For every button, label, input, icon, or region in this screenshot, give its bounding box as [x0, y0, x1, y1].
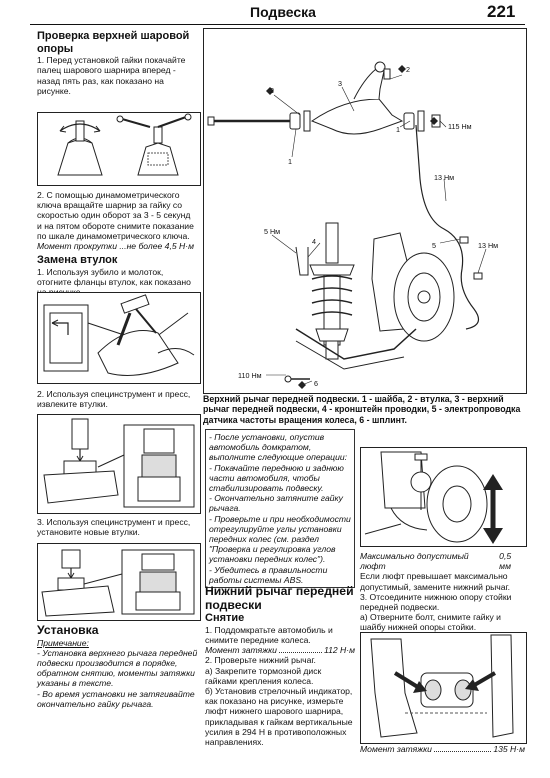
- section-title-bushings: Замена втулок: [37, 254, 118, 267]
- callout-2-left: 2: [270, 86, 274, 95]
- step-disconnect-strut: 3. Отсоедините нижнюю опору стойки передней подвески.: [360, 591, 512, 613]
- step-install-bushings: 3. Используя специнструмент и пресс, установите новые втулки.: [37, 517, 191, 538]
- section-after-install: [205, 429, 355, 588]
- spec-torque-135-label: Момент затяжки: [360, 744, 432, 754]
- spec-torque-135-block: [360, 744, 525, 754]
- after-install-intro: - После установки, опустив автомобиль домкратом, выполните следующие операции:: [209, 432, 348, 463]
- spec-torque-112: [205, 645, 355, 655]
- spec-torque-135-value: 135 Н·м: [493, 744, 525, 754]
- spec-max-play: [360, 551, 525, 571]
- running-header-title: Подвеска: [250, 4, 316, 20]
- spec-torque-135: [360, 744, 525, 754]
- subsection-title-removal: Снятие: [205, 612, 245, 625]
- press-install-drawing: [38, 544, 200, 620]
- spec-torque-112-value: 112 Н·м: [323, 645, 355, 656]
- callout-1-right: 1: [396, 125, 400, 134]
- spec-rotation-torque: Момент прокрутки ...не более 4,5 Н·м: [37, 241, 194, 252]
- strut-lower-mount-drawing: [361, 633, 526, 743]
- section-lower-arm: [205, 585, 355, 747]
- callout-6: 6: [314, 379, 318, 388]
- section-title-upper-balljoint: Проверка верхней шаровой опоры: [37, 30, 190, 55]
- upper-arm-exploded-drawing: [204, 29, 526, 393]
- section-title-lower-arm: Нижний рычаг передней подвески: [205, 584, 354, 612]
- step-remove-strut-bolt: а) Отверните болт, снимите гайку и шайбу нижней опоры стойки.: [360, 612, 501, 633]
- replace-lower-arm-note: Если люфт превышает максимально допустимый, замените нижний рычаг.: [360, 571, 511, 592]
- step-remove-bushings: 2. Используя специнструмент и пресс, извлеките втулки.: [37, 389, 191, 410]
- after-install-op3: - Проверьте и при необходимости отрегулируйте углы установки передних колес (см. раздел "Проверка и регулировка углов установки передних колес").: [209, 513, 351, 565]
- section-upper-balljoint: [37, 30, 197, 96]
- callout-5: 5: [432, 241, 436, 250]
- after-install-op4: - Убедитесь в правильности работы системы ABS.: [209, 564, 328, 585]
- after-install-op1: - Покачайте переднюю и заднюю части автомобиля, чтобы стабилизировать подвеску.: [209, 462, 344, 494]
- figure-press-install-bushings: [37, 543, 201, 621]
- note-no-final-tighten: - Во время установки не затягивайте окончательно гайку рычага.: [37, 688, 195, 709]
- step-measure-play: б) Установив стрелочный индикатор, как показано на рисунке, измерьте люфт нижнего шарового шарнира, прикладывая к гайкам вертикальные усилия в 294 Н в противоположных направлениях.: [205, 686, 353, 748]
- figure-chisel-flanges: [37, 292, 201, 384]
- section-installation: [37, 624, 199, 709]
- balljoint-rock-drawing: [38, 113, 200, 185]
- step-install-bushings-block: [37, 517, 197, 537]
- torque-label-13-upper: 13 Нм: [434, 173, 455, 182]
- torque-label-110: 110 Нм: [238, 371, 262, 380]
- torque-label-13-lower: 13 Нм: [478, 241, 499, 250]
- callout-1-left: 1: [288, 157, 292, 166]
- page-number: 221: [487, 2, 516, 21]
- spec-max-play-label: Максимально допустимый люфт: [360, 551, 469, 572]
- step-fix-brake-disc: а) Закрепите тормозной диск гайками крепления колеса.: [205, 665, 322, 686]
- step-jack-remove-wheels: 1. Поддомкратьте автомобиль и снимите передние колеса.: [205, 624, 333, 645]
- press-remove-drawing: [38, 415, 200, 513]
- torque-label-115: 115 Нм: [448, 122, 472, 131]
- note-order: - Установка верхнего рычага передней подвески производится в порядке, обратном снятию, моменты затяжки указаны в тексте.: [37, 647, 198, 689]
- figure-rock-balljoint: [37, 112, 201, 186]
- dot-leader: [434, 744, 491, 752]
- dial-indicator-drawing: [361, 448, 526, 546]
- callout-3: 3: [338, 79, 342, 88]
- step-torque-wrench: 2. С помощью динамометрического ключа вращайте шарнир за гайку со скоростью один оборот за 3 - 5 секунд и на пятом обороте снимите показание по шкале динамометрического ключа.: [37, 190, 194, 241]
- figure-upper-arm-exploded: [203, 28, 527, 394]
- section-title-installation: Установка: [37, 623, 99, 637]
- section-lower-arm-continued: [360, 551, 525, 633]
- callout-4: 4: [312, 237, 316, 246]
- figure-caption-upper-arm: Верхний рычаг передней подвески. 1 - шайба, 2 - втулка, 3 - верхний рычаг передней подвески, 4 - кронштейн проводки, 5 - электропроводка датчика частоты вращения колеса, 6 - шплинт.: [203, 394, 521, 425]
- after-install-op2: - Окончательно затяните гайку рычага.: [209, 493, 343, 514]
- header-rule: [30, 24, 525, 25]
- spec-max-play-value: 0,5 мм: [499, 551, 512, 572]
- chisel-hammer-drawing: [38, 293, 200, 383]
- spec-torque-112-label: Момент затяжки: [205, 645, 277, 656]
- figure-strut-lower-mount: [360, 632, 527, 744]
- figure-dial-indicator: [360, 447, 527, 547]
- step-bend-flanges: 1. Используя зубило и молоток, отогните фланцы втулок, как показано: [37, 266, 191, 288]
- step-check-lower-arm: 2. Проверьте нижний рычаг.: [205, 655, 316, 666]
- step-torque-wrench-block: [37, 190, 197, 297]
- figure-press-remove-bushings: [37, 414, 201, 514]
- after-install-box: [205, 429, 355, 588]
- step-rock-stud: 1. Перед установкой гайки покачайте палец шарового шарнира вперед - назад пять раз, как показано на рисунке.: [37, 55, 186, 96]
- torque-label-5: 5 Нм: [264, 227, 281, 236]
- callout-2-right: 2: [406, 65, 410, 74]
- note-label: Примечание:: [37, 637, 89, 648]
- dot-leader: [279, 645, 322, 653]
- step-remove-bushings-block: [37, 389, 197, 409]
